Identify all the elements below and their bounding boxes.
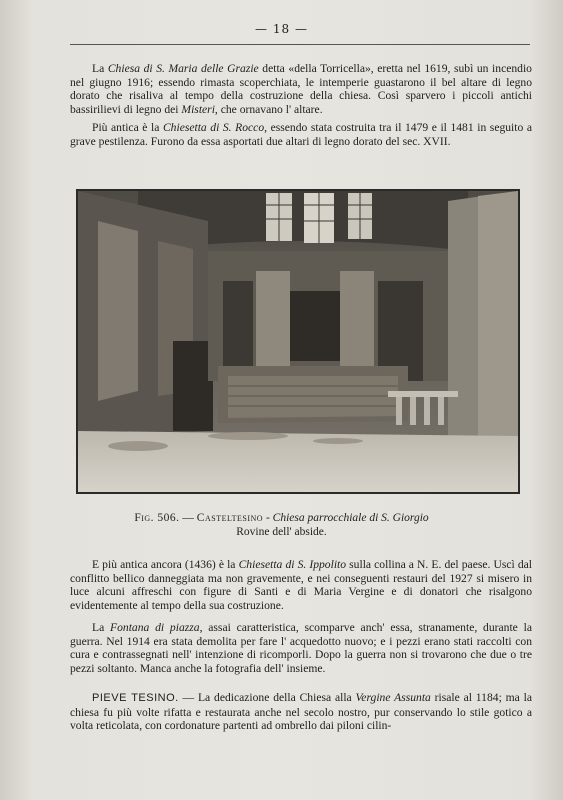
figure-caption [0,511,563,539]
misteri-term: Misteri [181,102,215,116]
paragraph-fontana: La Fontana di piazza, assai caratteristica, scomparve anch' essa, stranamente, durante la guerra. Nel 1914 era stata demolita per fare l' acquedotto nuovo; e i pezzi erano stati raccolti con cura e contrassegnati nell' intenzione di ricomporli. Dopo la guerra non si trovarono che due o tre pezzi soltanto. Manca anche la fotografia dell' insieme. [70,621,532,675]
church-name: Chiesetta di S. Ippolito [238,558,347,571]
caption-line-1: Fig. 506. — Casteltesino - Chiesa parrocchiale di S. Giorgio [134,512,429,524]
paragraph-san-rocco: Più antica è la Chiesetta di S. Rocco, essendo stata costruita tra il 1479 e il 1481 in seguito a grave pestilenza. Furono da essa asportati due altari di legno dorato del sec. XVII. [70,121,533,148]
page-number: — 18 — [255,22,308,36]
paragraph-santa-maria-delle-grazie: La Chiesa di S. Maria delle Grazie detta «della Torricella», eretta nel 1619, subì un incendio nel giugno 1916; essendo rimasta scoperchiata, le intemperie guastarono il bel altare di legno dorato che risaliva al tempo della costruzione della chiesa. Così sparvero i piccoli antichi bassirilievi di legno dei Misteri, che ornavano l' altare. [70,62,532,116]
church-name: Chiesa di S. Maria delle Grazie [107,62,259,75]
church-name: Chiesetta di S. Rocco [162,121,265,134]
section-lead: PIEVE TESINO. [92,692,179,704]
paragraph-sant-ippolito: E più antica ancora (1436) è la Chiesetta di S. Ippolito sulla collina a N. E. del paese. Uscì dal conflitto bellico danneggiata ma non gravemente, e nei conseguenti restauri del 1927 si misero in luce alcuni affreschi con figure di Santi e di Maria Vergine e di donatori che risalgono evidentemente al tempo della sua costruzione. [70,558,532,612]
paragraph-pieve-tesino: PIEVE TESINO. — La dedicazione della Chiesa alla Vergine Assunta risale al 1184; ma la chiesa fu più volte rifatta e restaurata anche nel secolo nostro, pur conservando lo stile gotico a volta reticolata, con cordonature partenti ad ombrello dai piloni cilin- [70,691,532,733]
header-rule [70,44,530,45]
caption-line-2: Rovine dell' abside. [236,526,327,538]
fountain-name: Fontana di piazza [110,621,200,634]
figure-photograph [76,189,520,494]
figure-number: Fig. 506. [134,512,180,524]
ruined-apse-photo [78,191,518,492]
caption-place: Casteltesino [196,512,264,524]
caption-title: Chiesa parrocchiale di S. Giorgio [272,512,429,524]
dedication-name: Vergine Assunta [355,691,431,704]
